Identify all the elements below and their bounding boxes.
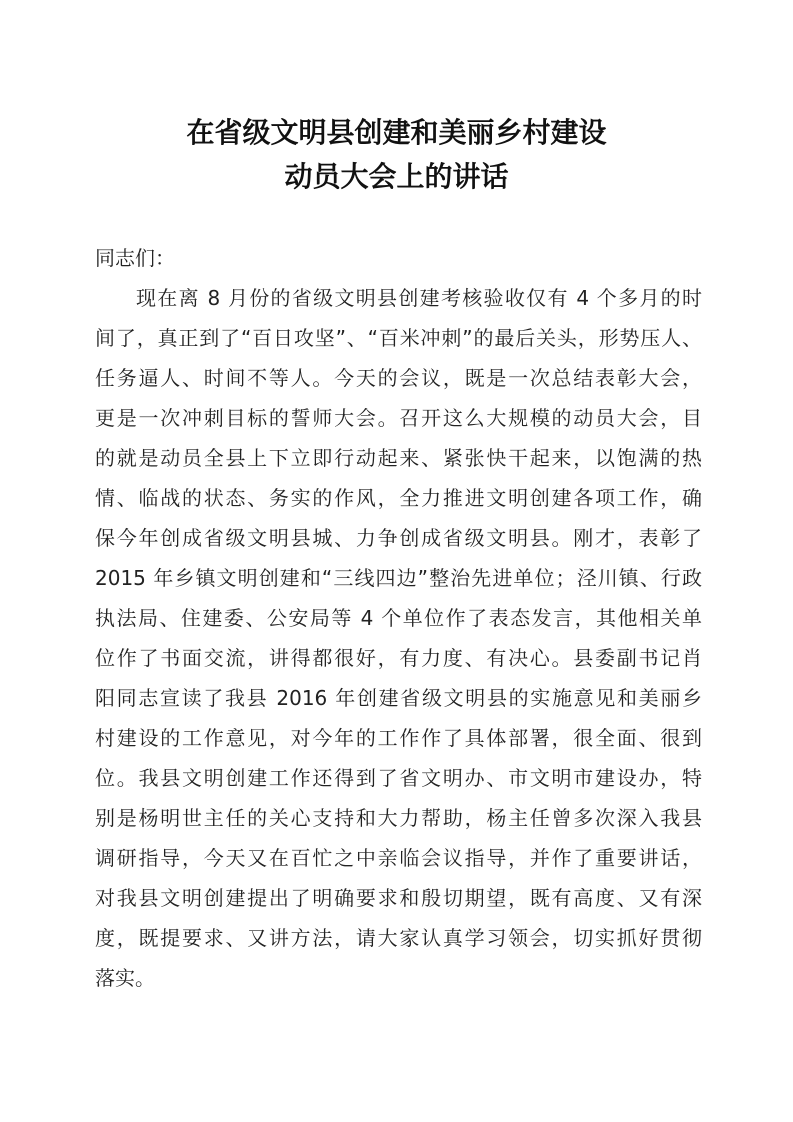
paragraph-line: 别是杨明世主任的关心支持和大力帮助，杨主任曾多次深入我县: [95, 806, 702, 830]
paragraph-line: 阳同志宣读了我县 2016 年创建省级文明县的实施意见和美丽乡: [95, 686, 702, 710]
paragraph-line: 落实。: [95, 966, 155, 990]
document-title-line-1: 在省级文明县创建和美丽乡村建设: [186, 116, 607, 149]
paragraph-line: 调研指导，今天又在百忙之中亲临会议指导，并作了重要讲话，: [95, 846, 702, 870]
paragraph-line: 间了，真正到了“百日攻坚”、“百米冲刺”的最后关头，形势压人、: [95, 326, 702, 350]
salutation: 同志们：: [95, 246, 175, 270]
paragraph-line: 位。我县文明创建工作还得到了省文明办、市文明市建设办，特: [95, 766, 702, 790]
paragraph-line: 保今年创成省级文明县城、力争创成省级文明县。刚才，表彰了: [95, 526, 702, 550]
document-title-line-2: 动员大会上的讲话: [284, 160, 509, 193]
paragraph-line: 任务逼人、时间不等人。今天的会议，既是一次总结表彰大会，: [95, 366, 702, 390]
paragraph-line: 的就是动员全县上下立即行动起来、紧张快干起来，以饱满的热: [95, 446, 702, 470]
paragraph-line: 更是一次冲刺目标的誓师大会。召开这么大规模的动员大会，目: [95, 406, 702, 430]
paragraph-line: 村建设的工作意见，对今年的工作作了具体部署，很全面、很到: [95, 726, 702, 750]
paragraph-line: 执法局、住建委、公安局等 4 个单位作了表态发言，其他相关单: [95, 606, 702, 630]
paragraph-line: 现在离 8 月份的省级文明县创建考核验收仅有 4 个多月的时: [136, 286, 702, 310]
paragraph-line: 情、临战的状态、务实的作风，全力推进文明创建各项工作，确: [95, 486, 702, 510]
paragraph-line: 位作了书面交流，讲得都很好，有力度、有决心。县委副书记肖: [95, 646, 702, 670]
paragraph-line: 对我县文明创建提出了明确要求和殷切期望，既有高度、又有深: [95, 886, 702, 910]
paragraph-line: 度，既提要求、又讲方法，请大家认真学习领会，切实抓好贯彻: [95, 926, 702, 950]
paragraph-line: 2015 年乡镇文明创建和“三线四边”整治先进单位；泾川镇、行政: [95, 566, 702, 590]
